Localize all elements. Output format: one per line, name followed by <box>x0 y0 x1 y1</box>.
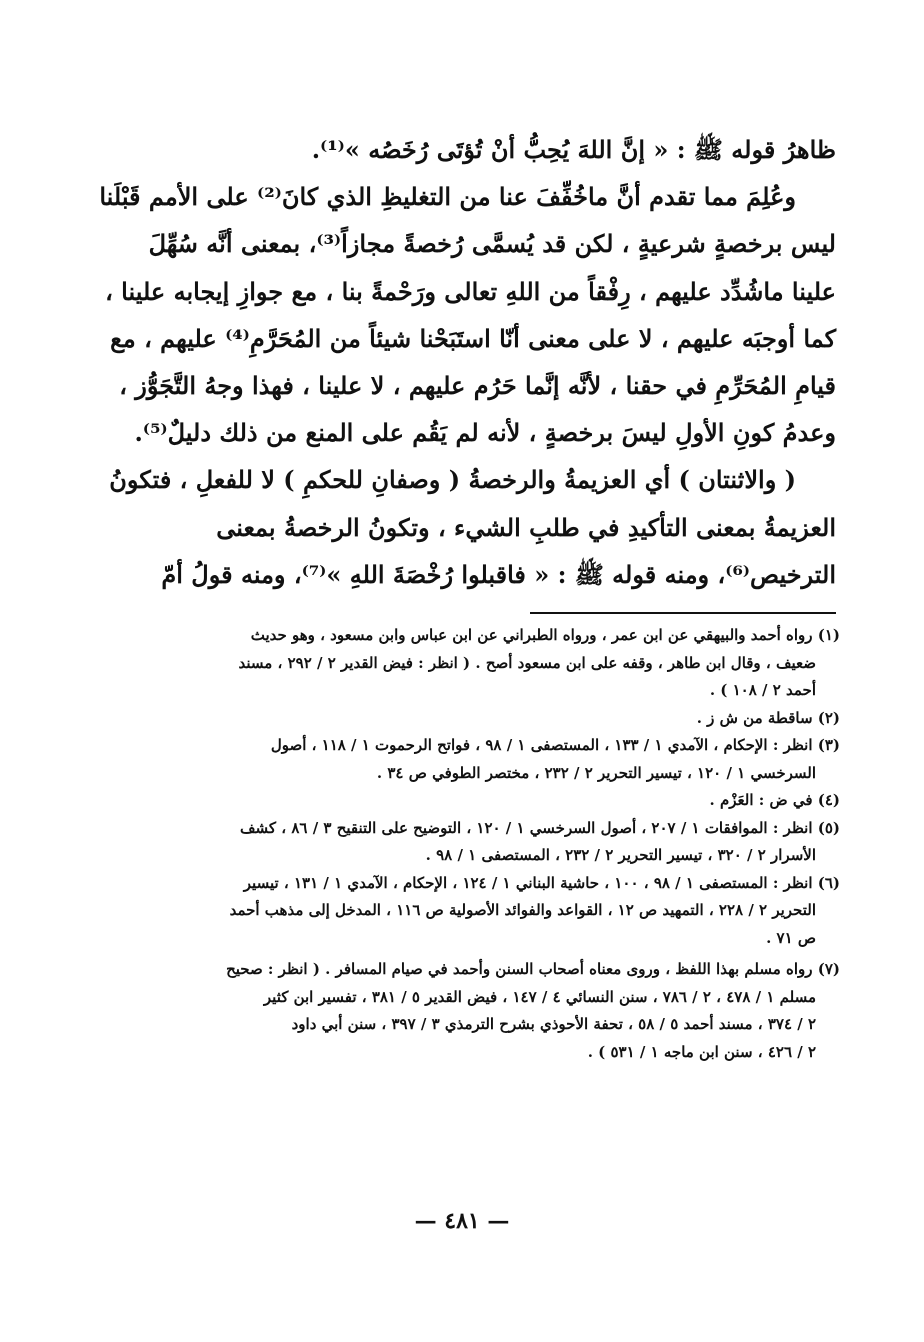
footnote-line: ص ٧١ . <box>766 928 816 947</box>
footnote-line: (٧) رواه مسلم بهذا اللفظ ، وروى معناه أصحاب السنن وأحمد في صيام المسافر . ( انظر : صحيح <box>226 960 840 978</box>
footnote-line: الأسرار ٢ / ٣٢٠ ، تيسير التحرير ٢ / ٢٣٢ ، المستصفى ١ / ٩٨ . <box>425 846 816 864</box>
main-text-line: علينا ماشُدِّد عليهم ، رِفْقاً من اللهِ تعالى ورَحْمةً بنا ، مع جوازِ إيجابه علينا ، <box>105 276 836 306</box>
footnote-line: (٢) ساقطة من ش ز . <box>696 708 840 727</box>
footnote-line: (٦) انظر : المستصفى ١ / ٩٨ ، ١٠٠ ، حاشية البناني ١ / ١٢٤ ، الإحكام ، الآمدي ١ / ١٣١ ، تيسير <box>243 873 840 892</box>
footnote-7 <box>134 956 840 1066</box>
page-number: — ٤٨١ — <box>414 1208 510 1234</box>
footnote-line: (١) رواه أحمد والبيهقي عن ابن عمر ، ورواه الطبراني عن ابن عباس وابن مسعود ، وهو حديث <box>250 626 840 644</box>
main-text-line: كما أوجبَه عليهم ، لا على معنى أنّا استَبَحْنا شيئاً من المُحَرَّمِ⁽⁴⁾ عليهم ، مع <box>110 323 836 353</box>
main-text-line: قيامِ المُحَرِّمِ في حقنا ، لأنَّه إنَّما حَرُم عليهم ، لا علينا ، فهذا وجهُ التَّجَوُّز ، <box>119 370 836 400</box>
footnote-1 <box>134 622 840 705</box>
footnote-line: ضعيف ، وقال ابن طاهر ، وقفه على ابن مسعود أصح . ( انظر : فيض القدير ٢ / ٢٩٢ ، مسند <box>238 653 816 672</box>
footnote-line: ٢ / ٤٢٦ ، سنن ابن ماجه ١ / ٥٣١ ) . <box>587 1042 816 1061</box>
footnote-5 <box>134 815 840 870</box>
footnote-line: (٣) انظر : الإحكام ، الآمدي ١ / ١٣٣ ، المستصفى ١ / ٩٨ ، فواتح الرحموت ١ / ١١٨ ، أصول <box>270 736 840 754</box>
footnote-line: (٤) في ض : العَزْم . <box>709 791 840 809</box>
footnotes <box>134 622 840 1066</box>
footnote-2 <box>134 705 840 733</box>
footnote-line: أحمد ٢ / ١٠٨ ) . <box>709 681 816 699</box>
main-text-line: الترخيص⁽⁶⁾، ومنه قوله ﷺ : « فاقبلوا رُخْصَةَ اللهِ »⁽⁷⁾، ومنه قولُ أمّ <box>161 559 836 589</box>
footnote-line: مسلم ١ / ٤٧٨ ، ٢ / ٧٨٦ ، سنن النسائي ٤ / ١٤٧ ، فيض القدير ٥ / ٣٨١ ، تفسير ابن كثير <box>263 987 816 1006</box>
footnote-4 <box>134 787 840 815</box>
footnote-line: (٥) انظر : الموافقات ١ / ٢٠٧ ، أصول السرخسي ١ / ١٢٠ ، التوضيح على التنقيح ٣ / ٨٦ ، كشف <box>240 818 840 837</box>
footnote-line: ٢ / ٣٧٤ ، مسند أحمد ٥ / ٥٨ ، تحفة الأحوذي بشرح الترمذي ٣ / ٣٩٧ ، سنن أبي داود <box>291 1015 816 1033</box>
footnote-line: التحرير ٢ / ٢٢٨ ، التمهيد ص ١٢ ، القواعد والفوائد الأصولية ص ١١٦ ، المدخل إلى مذهب أحمد <box>229 901 816 919</box>
main-text-line: ( والاثنتان ) أي العزيمةُ والرخصةُ ( وصفانِ للحكمِ ) لا للفعلِ ، فتكونُ <box>109 465 796 495</box>
main-text-line: ظاهرُ قوله ﷺ : « إنَّ اللهَ يُحِبُّ أنْ تُؤتَى رُخَصُه »⁽¹⁾. <box>311 135 836 164</box>
footnote-line: السرخسي ١ / ١٢٠ ، تيسير التحرير ٢ / ٢٣٢ ، مختصر الطوفي ص ٣٤ . <box>376 763 816 782</box>
main-text-line: العزيمةُ بمعنى التأكيدِ في طلبِ الشيء ، وتكونُ الرخصةُ بمعنى <box>216 512 836 542</box>
main-text <box>99 126 836 598</box>
footnote-separator <box>530 612 836 614</box>
main-text-line: وعدمُ كونِ الأولِ ليسَ برخصةٍ ، لأنه لم يَقُم على المنع من ذلك دليلٌ⁽⁵⁾. <box>134 418 836 448</box>
main-text-line: وعُلِمَ مما تقدم أنَّ ماخُفِّفَ عنا من التغليظِ الذي كانَ⁽²⁾ على الأمم قَبْلَنا <box>99 182 796 212</box>
footnote-3 <box>134 732 840 787</box>
footnote-6 <box>134 870 840 953</box>
main-text-line: ليس برخصةٍ شرعيةٍ ، لكن قد يُسمَّى رُخصةً مجازاً⁽³⁾، بمعنى أنَّه سُهِّلَ <box>148 229 836 259</box>
